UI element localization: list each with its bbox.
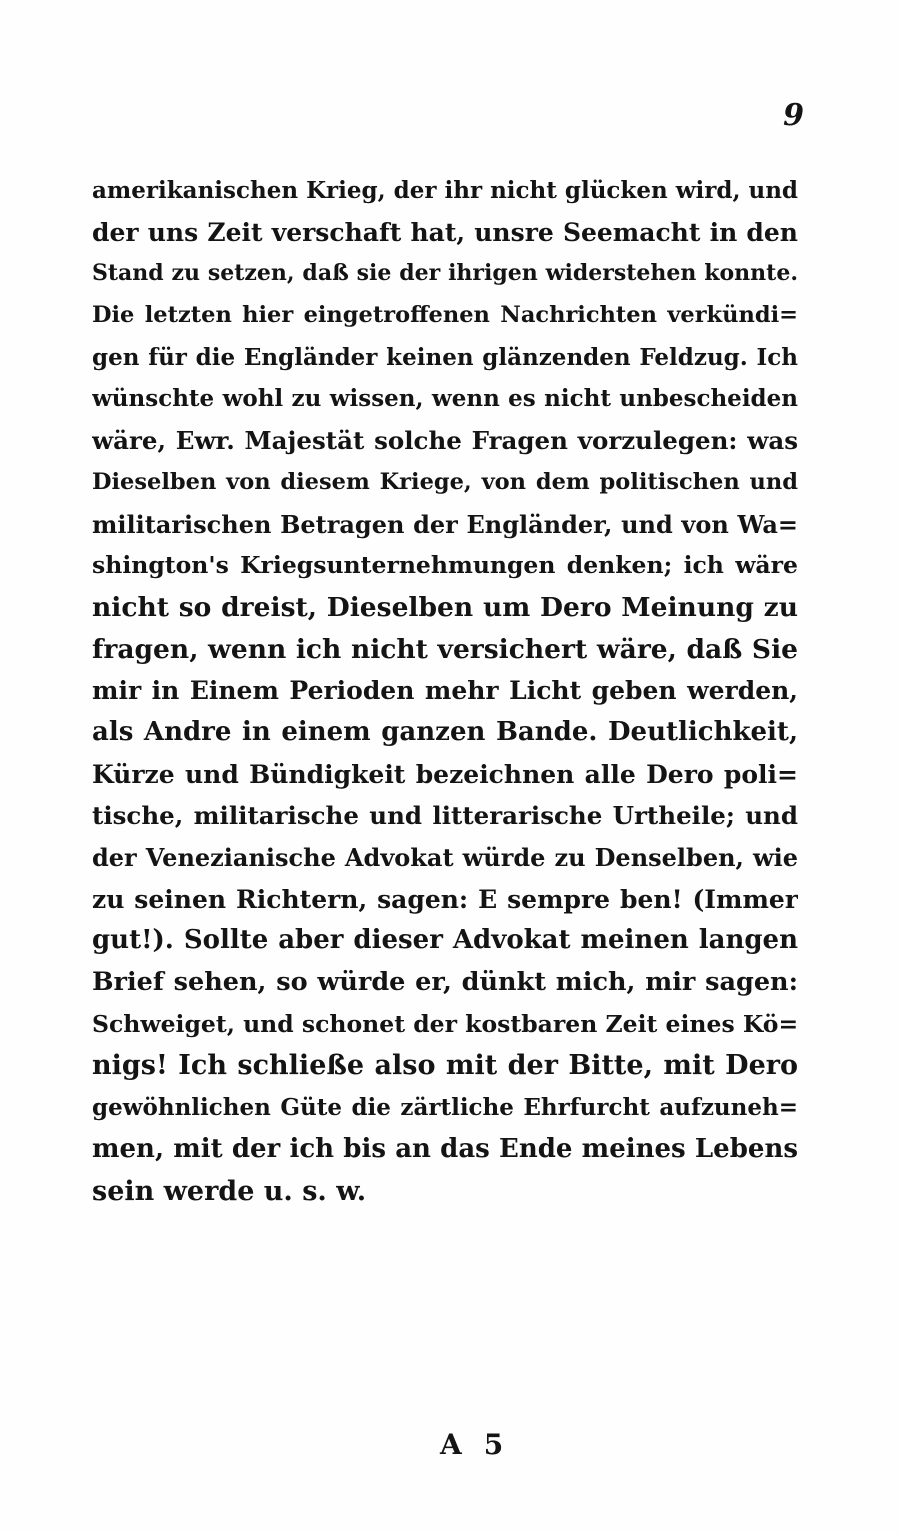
text-line: zu seinen Richtern, sagen: E sempre ben! (Immer [92, 884, 798, 914]
text-line: der uns Zeit verschaft hat, unsre Seemacht in den [92, 217, 798, 247]
text-line: amerikanischen Krieg, der ihr nicht glücken wird, und [92, 177, 798, 204]
text-line: shington's Kriegsunternehmungen denken; ich wäre [92, 551, 798, 580]
text-line: gen für die Engländer keinen glänzenden Feldzug. Ich [92, 343, 798, 371]
text-line: Die letzten hier eingetroffenen Nachrichten verkündi= [92, 302, 798, 329]
text-line: Stand zu setzen, daß sie der ihrigen widerstehen konnte. [92, 260, 798, 287]
text-line: gewöhnlichen Güte die zärtliche Ehrfurcht aufzuneh= [92, 1094, 798, 1122]
text-line: nicht so dreist, Dieselben um Dero Meinung zu [92, 591, 798, 623]
text-line: militarischen Betragen der Engländer, und von Wa= [92, 509, 798, 539]
signature-number: 5 [483, 1428, 504, 1461]
text-line: Kürze und Bündigkeit bezeichnen alle Dero poli= [92, 759, 798, 789]
text-line: gut!). Sollte aber dieser Advokat meinen langen [92, 925, 798, 956]
text-line: wäre, Ewr. Majestät solche Fragen vorzulegen: was [92, 426, 798, 456]
text-line: mir in Einem Perioden mehr Licht geben werden, [92, 676, 798, 706]
text-line: wünschte wohl zu wissen, wenn es nicht unbescheiden [92, 385, 798, 413]
printer-signature [440, 1428, 560, 1461]
text-line: tische, militarische und litterarische Urtheile; und [92, 801, 798, 831]
text-line: als Andre in einem ganzen Bande. Deutlichkeit, [92, 716, 798, 747]
text-line: nigs! Ich schließe also mit der Bitte, mit Dero [92, 1050, 798, 1082]
signature-letter: A [440, 1428, 462, 1461]
text-line: sein werde u. s. w. [92, 1175, 367, 1207]
text-line: men, mit der ich bis an das Ende meines Lebens [92, 1133, 798, 1164]
text-line: Brief sehen, so würde er, dünkt mich, mir sagen: [92, 967, 798, 998]
page-number: 9 [783, 98, 804, 133]
text-line: Dieselben von diesem Kriege, von dem politischen und [92, 468, 798, 495]
text-line: fragen, wenn ich nicht versichert wäre, daß Sie [92, 633, 798, 665]
text-line: der Venezianische Advokat würde zu Denselben, wie [92, 843, 798, 872]
body-text [92, 170, 798, 1212]
text-line: Schweiget, und schonet der kostbaren Zeit eines Kö= [92, 1009, 798, 1038]
